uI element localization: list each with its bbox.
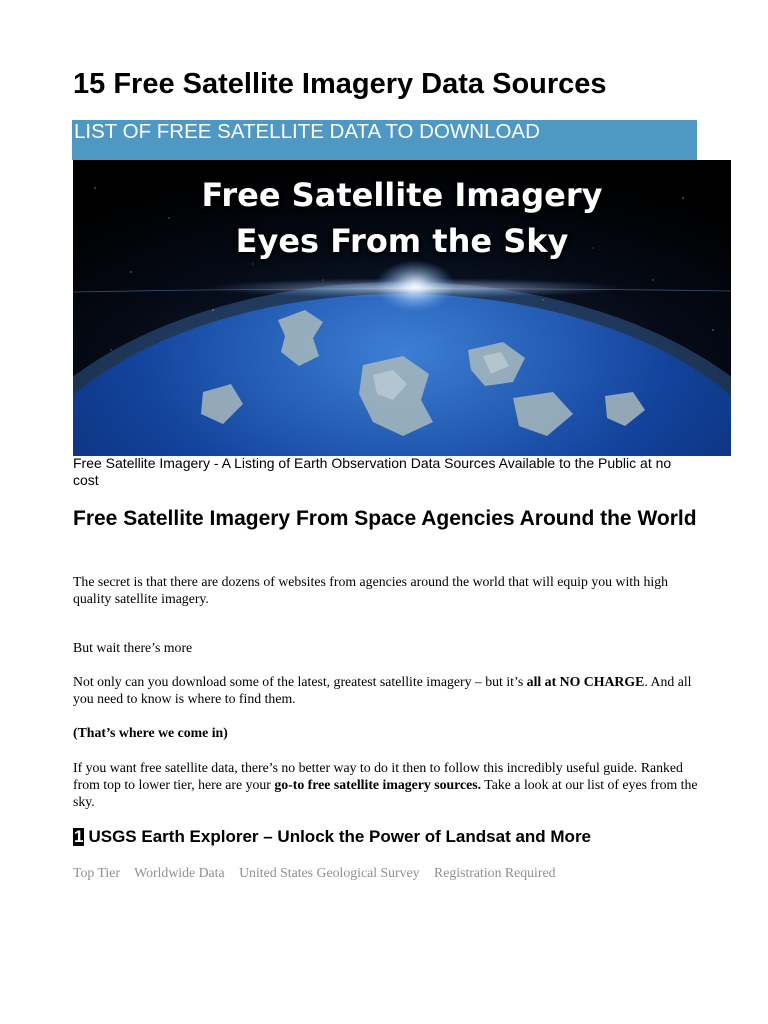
tag-coverage: Worldwide Data (134, 865, 225, 880)
section-heading: Free Satellite Imagery From Space Agencies Around the World (73, 507, 697, 530)
paragraph-where-we-come-in: (That’s where we come in) (73, 725, 228, 740)
entry-title: USGS Earth Explorer – Unlock the Power of Landsat and More (88, 827, 592, 846)
paragraph-more: But wait there’s more (73, 640, 193, 655)
paragraph-no-charge-end: . And all you need to know is where to find them. (73, 674, 692, 706)
entry-tags (73, 864, 567, 881)
tag-access: Registration Required (434, 865, 556, 880)
hero-title-line-2: Eyes From the Sky (235, 222, 569, 260)
page-title: 15 Free Satellite Imagery Data Sources (73, 68, 607, 100)
hero-image (73, 160, 731, 456)
entry-heading (73, 826, 591, 848)
go-to-sources-emphasis: go-to free satellite imagery sources. (274, 777, 482, 792)
paragraph-secret: The secret is that there are dozens of websites from agencies around the world that will equip you with high quality satellite imagery. (73, 574, 669, 606)
paragraph-guide (73, 759, 703, 810)
no-charge-emphasis: all at NO CHARGE (526, 674, 645, 689)
tag-tier: Top Tier (73, 865, 120, 880)
tag-agency: United States Geological Survey (239, 865, 420, 880)
paragraph-no-charge-text: Not only can you download some of the latest, greatest satellite imagery – but it’s (73, 674, 527, 689)
section-banner (72, 120, 697, 160)
paragraph-guide-text: If you want free satellite data, there’s no better way to do it then to follow this incredibly useful guide. Ranked from top to lower tier, here are your (73, 760, 683, 792)
image-caption: Free Satellite Imagery - A Listing of Earth Observation Data Sources Available to the Public at no cost (73, 455, 672, 488)
hero-title-line-1: Free Satellite Imagery (201, 176, 603, 214)
banner-text: LIST OF FREE SATELLITE DATA TO DOWNLOAD (74, 120, 540, 143)
paragraph-guide-end: Take a look at our list of eyes from the sky. (73, 777, 698, 809)
paragraph-no-charge (73, 673, 703, 707)
entry-number-badge: 1 (74, 827, 84, 846)
